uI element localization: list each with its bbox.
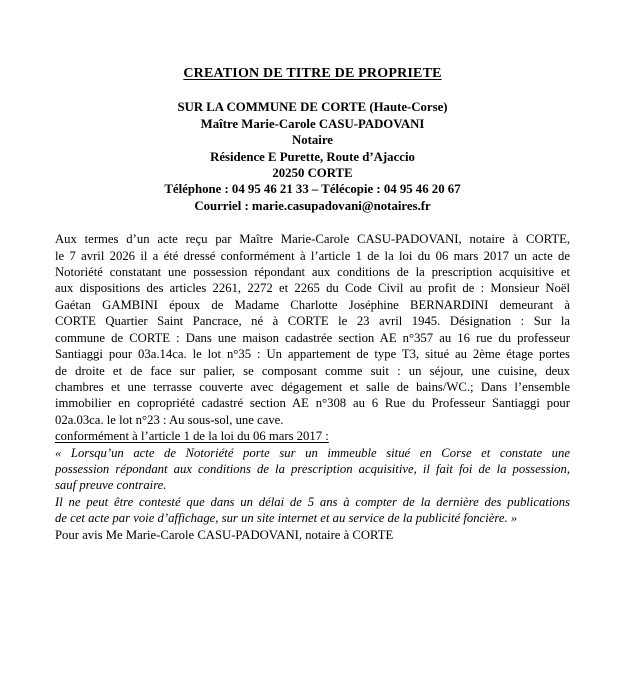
notice-paragraph-line: chambres et une terrasse couverte avec dégagement et salle de bains/WC.; Dans l’ensemble <box>55 379 570 394</box>
notice-paragraph-line: de droite et de face sur palier, se composant comme suit : un séjour, une cuisine, deux <box>55 363 570 378</box>
notice-paragraph-line: immobilier en copropriété cadastré section AE n°308 au 6 Rue du Professeur Santiaggi pour <box>55 396 570 411</box>
law-quote-line: possession répondant aux conditions de la prescription acquisitive, il fait foi de la possession, <box>55 461 570 476</box>
law-quote-line: de cet acte par voie d’affichage, sur un site internet et au service de la publicité foncière. » <box>55 511 518 526</box>
law-quote-block-1 <box>55 445 570 494</box>
notice-paragraph <box>55 231 570 428</box>
notary-header-line: Notaire <box>292 133 333 148</box>
law-quote-block-2 <box>55 494 570 527</box>
notice-paragraph-line: Aux termes d’un acte reçu par Maître Marie-Carole CASU-PADOVANI, notaire à CORTE, <box>55 232 570 247</box>
document-title <box>55 0 570 82</box>
notice-paragraph-line: aux dispositions des articles 2261, 2272 et 2265 du Code Civil au profit de : Monsieur Noël <box>55 281 570 296</box>
notary-header-line: Courriel : marie.casupadovani@notaires.fr <box>194 198 431 213</box>
law-reference-line: conformément à l’article 1 de la loi du 06 mars 2017 : <box>55 429 329 444</box>
closing-line: Pour avis Me Marie-Carole CASU-PADOVANI, notaire à CORTE <box>55 527 394 542</box>
notice-paragraph-line: CORTE Quartier Saint Pancrace, né à CORTE le 23 avril 1945. Désignation : Sur la <box>55 314 570 329</box>
notary-header-line: SUR LA COMMUNE DE CORTE (Haute-Corse) <box>177 100 448 115</box>
law-quote-line: sauf preuve contraire. <box>55 478 167 493</box>
notary-header-block <box>55 99 570 214</box>
notice-paragraph-line: Santiaggi pour 03a.14ca. le lot n°35 : Un appartement de type T3, situé au 2ème étage portes <box>55 347 570 362</box>
law-quote-line: Il ne peut être contesté que dans un délai de 5 ans à compter de la dernière des publications <box>55 494 570 509</box>
notice-paragraph-line: Gaétan GAMBINI époux de Madame Charlotte Joséphine BERNARDINI demeurant à <box>55 297 570 312</box>
notary-header-line: Téléphone : 04 95 46 21 33 – Télécopie : 04 95 46 20 67 <box>164 182 461 197</box>
notary-header-line: Maître Marie-Carole CASU-PADOVANI <box>200 116 425 131</box>
notice-paragraph-line: commune de CORTE : Dans une maison cadastrée section AE n°357 au 16 rue du professeur <box>55 330 570 345</box>
notice-paragraph-line: le 7 avril 2026 il a été dressé conformément à l’article 1 de la loi du 06 mars 2017 un acte de <box>55 248 570 263</box>
notary-header-line: 20250 CORTE <box>272 166 353 181</box>
document-content <box>55 0 570 543</box>
document-title-text: CREATION DE TITRE DE PROPRIETE <box>183 66 442 81</box>
notice-paragraph-line: 02a.03ca. le lot n°23 : Au sous-sol, une cave. <box>55 412 284 427</box>
notice-paragraph-line: Notoriété constatant une possession répondant aux conditions de la prescription acquisitive et <box>55 265 570 280</box>
notary-header-line: Résidence E Purette, Route d’Ajaccio <box>210 149 415 164</box>
law-quote-line: « Lorsqu’un acte de Notoriété porte sur un immeuble situé en Corse et constate une <box>55 445 570 460</box>
